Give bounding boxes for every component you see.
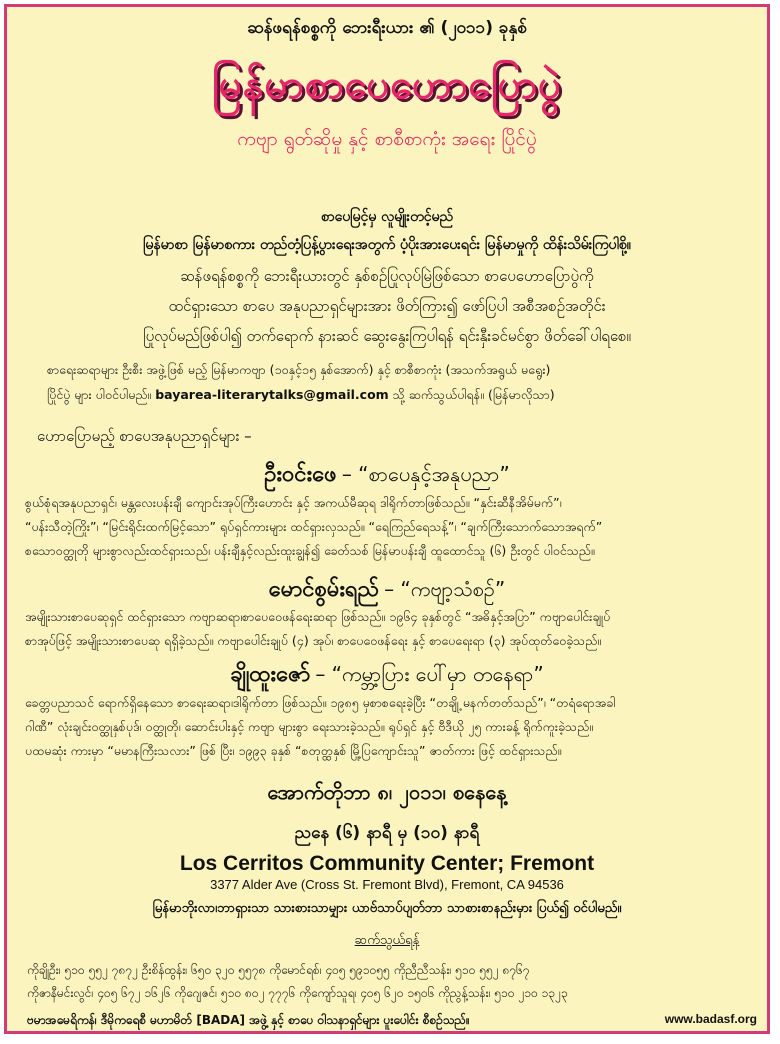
speaker-3-bio-line-3: ပထမဆုံး ကားမှာ “မမာနကြီးသလား” ဖြစ် ပြီး၊ ၁၉၉၃ ခုနှစ် “စတုတ္ထနှစ် မြို့ပြကျောင်းသူ” ဇာတ်ကား ဖြင့် ထင်ရှားသည်။ [25,743,562,758]
poster [4,4,770,1034]
speaker-3-bio-line-1: ခေတ္တပညာသင် ရောက်ရှိနေသော စာရေးဆရာ၊ဒါရိုက်တာ ဖြစ်သည်။ ၁၉၈၅ မှစာစရေးခဲ့ပြီး “တချို့ မနက်တတ်သည်”၊ “တရံရောအခါ [25,695,616,710]
speaker-2-bio-line-1: အမျိုးသားစာပေဆုရှင် ထင်ရှားသော ကဗျာဆရာ၊စာပေဝေဖန်ရေးဆရာ ဖြစ်သည်။ ၁၉၆၄ ခုနှစ်တွင် “အဓိနှင့်အပြာ” ကဗျာပေါင်းချုပ် [25,609,611,624]
event-header: ဆန်ဖရန်စစ္စကို ဘေးရီးယား ၏ (၂၀၁၁) ခုနှစ် [247,18,527,38]
poster-title: မြန်မာစာပေဟောပြောပွဲ [212,62,562,108]
poster-subtitle: ကဗျာ ရွတ်ဆိုမှု နှင့် စာစီစာကုံး အရေး ပြိုင်ပွဲ [237,128,537,150]
speaker-1-bio-line-3: စသောဝတ္ထုတို များစွာလည်းထင်ရှားသည်၊ ပန်းချီနှင့်လည်းထူးချွန်၍ ခေတ်သစ် မြန်မာပန်းချီ ထူထောင်သူ (၆) ဦးတွင် ပါဝင်သည်။ [25,543,595,558]
contact-line-1: ကိုချိုဦး၊ ၅၁၀ ၅၅၂ ၇၈၇၂ ဦးစိန်ထွန်း၊ ၆၅၀ ၃၂၀ ၅၅၇၈ ကိုမောင်ရစ်၊ ၄၀၅ ၅၉၁၀၅၅ ကိုညီညီသန်း၊ ၅၁၀ ၅၅၂ ၈၇၆၇ [27,963,530,977]
speaker-1-bio-line-1: စွယ်စုံရအနုပညာရှင်၊ မန္တလေးပန်းချီ ကျောင်းအုပ်ကြီးဟောင်း နှင့် အကယ်မီဆုရ ဒါရိုက်တာဖြစ်သည်။ “နှင်းဆီနီအိမ်မက်”၊ [25,495,562,510]
speaker-1-heading: ဦးဝင်းဖေ – “စာပေနှင့်အနုပညာ” [264,462,510,487]
competition-email[interactable]: bayarea-literarytalks@gmail.com [155,387,389,402]
footer-text: ဗမာအမေရိကန်၊ ဒီမိုကရေစီ မဟာမိတ် [BADA] အဖွဲ့ နှင့် စာပေ ဝါသနာရှင်များ ပူးပေါင်း စီစဉ်သည်။ [27,1013,470,1027]
speaker-3-name: ချိုထူးဇော် [230,662,311,687]
competition-note-1: စာရေးဆရာများ ဦးစီး အဖွဲ့ဖြစ် မည့် မြန်မာကဗျာ (၁၀နှင့်၁၅ နှစ်အောက်) နှင့် စာစီစာကုံး (အသက်အရွယ် မရွေး) [47,362,551,377]
speaker-1-name: ဦးဝင်းဖေ [264,462,337,487]
event-date: အောက်တိုဘာ ၈၊ ၂၀၁၁၊ စနေနေ့ [267,780,507,804]
event-venue: Los Cerritos Community Center; Fremont [179,852,595,875]
speakers-lead: ဟောပြောမည့် စာပေအနုပညာရှင်များ – [37,427,252,445]
speaker-1-bio-line-2: “ပန်းသီတဲ့ကြိုး”၊ “မြင်းရိုင်းထက်မြင့်သော” ရုပ်ရှင်ကားများ ထင်ရှားလှသည်။ “ရေကြည်ရေသန့်”၊ “ချက်ကြီးသောက်သောအရက်” [25,519,603,534]
speaker-2-heading: မောင်စွမ်းရည် – “ကဗျာ့သံစဉ်” [268,577,506,602]
competition-note-2 [47,387,747,406]
intro-line-3: ပြုလုပ်မည်ဖြစ်ပါ၍ တက်ရောက် နားဆင် ဆွေးနွေးကြပါရန် ရင်းနှီးခင်မင်စွာ ဖိတ်ခေါ်ပါရစေ။ [143,327,631,345]
footer-website-link[interactable]: www.badasf.org [664,1012,757,1026]
goal-line: မြန်မာစာ မြန်မာစကား တည်တံ့ပြန့်ပွားရေးအတွက် ပံ့ပိုးအားပေးရင်း မြန်မာမှုကို ထိန်းသိမ်းကြပါစို့။ [143,237,631,253]
footer [27,1012,757,1030]
contact-line-2: ကိုဇာနီမင်းလွင်၊ ၄၀၅ ၆၇၂ ၁၆၂၆ ကိုဂျေဇင်၊ ၅၁၀ ၈၀၂ ၇၇၇၆ ကိုကျော်သူရ၊ ၄၀၅ ၆၂၀ ၁၅၀၆ ကိုညွန့်သန်း၊ ၅၁၀ ၂၁၀ ၁၃၂၃ [27,986,568,1000]
event-address: 3377 Alder Ave (Cross St. Fremont Blvd), Fremont, CA 94536 [210,877,564,892]
competition-note-2a: ပြိုင်ပွဲ များ ပါဝင်ပါမည်။ [47,387,152,402]
speaker-1-topic: “စာပေနှင့်အနုပညာ” [358,462,510,486]
contact-heading: ဆက်သွယ်ရန် [354,933,420,948]
intro-line-1: ဆန်ဖရန်စစ္စကို ဘေးရီးယားတွင် နှစ်စဉ်ပြုလုပ်မြဲဖြစ်သော စာပေဟောပြောပွဲကို [180,267,594,285]
speaker-2-name: မောင်စွမ်းရည် [268,577,379,602]
speaker-2-bio-line-2: စာအုပ်ဖြင့် အမျိုးသားစာပေဆု ရရှိခဲ့သည်။ ကဗျာပေါင်းချုပ် (၄) အုပ်၊ စာပေဝေဖန်ရေး နှင့် စာပေရေးရာ (၃) အုပ်ထုတ်ဝေခဲ့သည်။ [25,633,602,648]
speaker-3-heading: ချိုထူးဇော် – “ကမ္ဘာ့ပြား ပေါ်မှာ တနေရာ” [230,662,544,687]
speaker-3-topic: “ကမ္ဘာ့ပြား ပေါ်မှာ တနေရာ” [331,662,544,686]
sponsor-line: စာပေမြင့်မှ လူမျိုးတင့်မည် [320,209,454,225]
event-time: ညနေ (၆) နာရီ မှ (၁၀) နာရီ [294,823,480,843]
competition-note-2b: သို့ ဆက်သွယ်ပါရန်။ (မြန်မာလိုသာ) [392,387,555,402]
speaker-2-topic: “ကဗျာ့သံစဉ်” [400,577,506,601]
intro-line-2: ထင်ရှားသော စာပေ အနုပညာရှင်များအား ဖိတ်ကြား၍ ဖော်ပြပါ အစီအစဉ်အတိုင်း [168,297,606,315]
speaker-3-bio-line-2: ဂါဏီ” လုံးချင်းဝတ္ထုနှစ်ပုဒ်၊ ဝတ္ထုတို၊ ဆောင်းပါးနှင့် ကဗျာ များစွာ ရေးသားခဲ့သည်။ ရုပ်ရှင် နှင့် ဗီဒီယို ၂၅ ကားခန့် ရိုက်ကူးခဲ့သည်။ [25,719,594,734]
transport-note: မြန်မာဘိုးလာ၊ဘာရှားသာ သားစားသာမျှား ယာဗ်သာပ်ပျတ်ဘာ သာစားစာနည်းမှား ပြယ်၍ ဝင်ပါမည်။ [152,901,622,916]
